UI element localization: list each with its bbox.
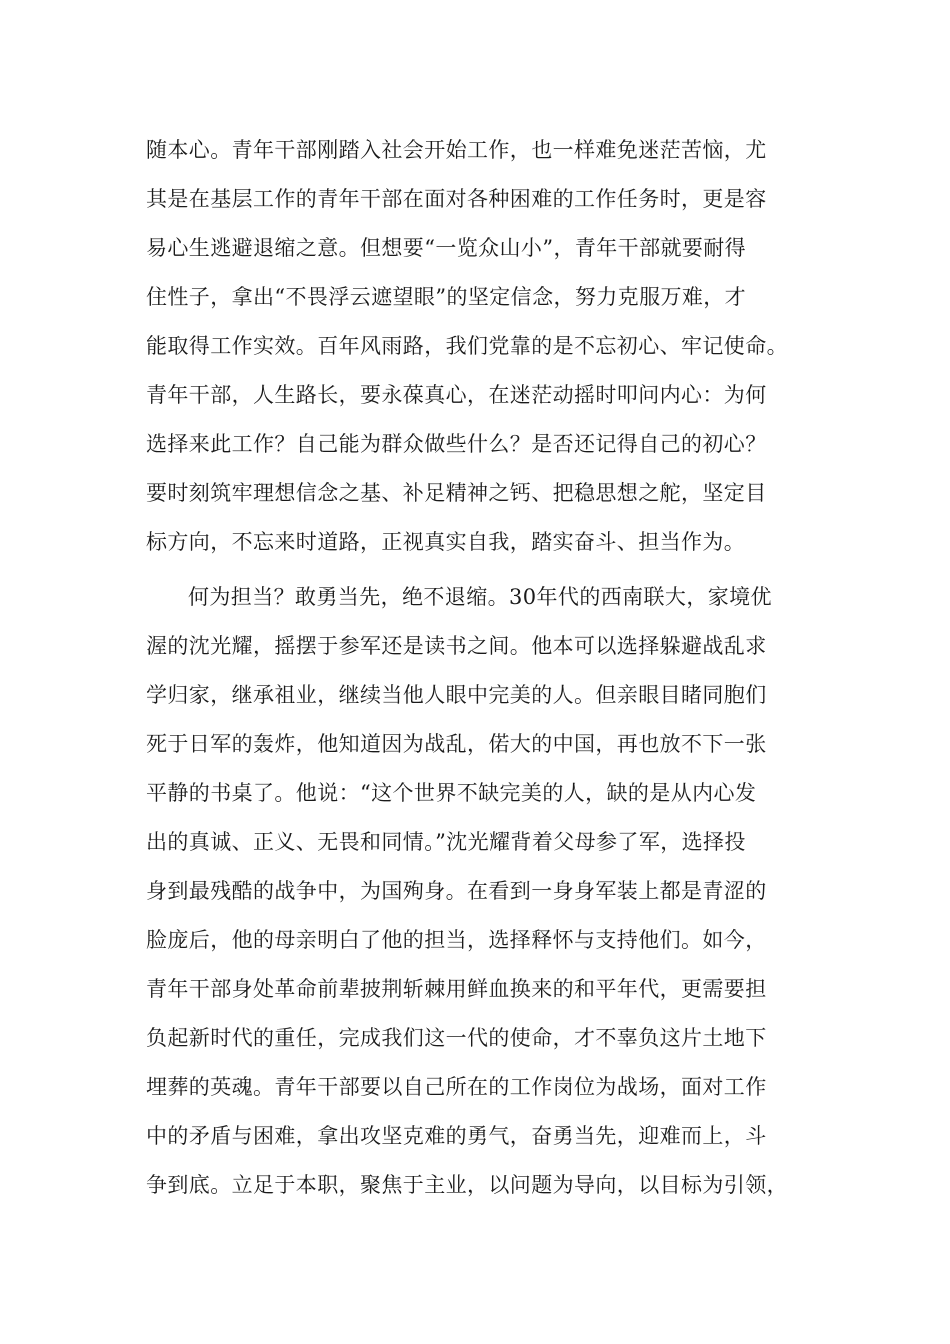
text-line: 能取得工作实效。百年风雨路，我们党靠的是不忘初心、牢记使命。 [146,334,788,358]
text-line: 标方向，不忘来时道路，正视真实自我，踏实奋斗、担当作为。 [146,530,746,554]
text-line: 负起新时代的重任，完成我们这一代的使命，才不辜负这片土地下 [146,1026,767,1050]
text-line: 易心生逃避退缩之意。但想要“一览众山小”，青年干部就要耐得 [146,236,747,260]
text-line: 埋葬的英魂。青年干部要以自己所在的工作岗位为战场，面对工作 [146,1075,767,1099]
text-line: 脸庞后，他的母亲明白了他的担当，选择释怀与支持他们。如今， [146,928,767,952]
text-line: 要时刻筑牢理想信念之基、补足精神之钙、把稳思想之舵，坚定目 [146,481,767,505]
text-line: 选择来此工作？自己能为群众做些什么？是否还记得自己的初心？ [146,432,767,456]
text-line: 学归家，继承祖业，继续当他人眼中完美的人。但亲眼目睹同胞们 [146,683,767,707]
text-line: 青年干部，人生路长，要永葆真心，在迷茫动摇时叩问内心：为何 [146,383,767,407]
text-line: 平静的书桌了。他说：“这个世界不缺完美的人，缺的是从内心发 [146,781,757,805]
text-line: 青年干部身处革命前辈披荆斩棘用鲜血换来的和平年代，更需要担 [146,977,767,1001]
text-line: 随本心。青年干部刚踏入社会开始工作，也一样难免迷茫苦恼，尤 [146,138,767,162]
text-line: 中的矛盾与困难，拿出攻坚克难的勇气，奋勇当先，迎难而上，斗 [146,1124,767,1148]
text-line: 身到最残酷的战争中，为国殉身。在看到一身身军装上都是青涩的 [146,879,767,903]
text-line: 渥的沈光耀，摇摆于参军还是读书之间。他本可以选择躲避战乱求 [146,634,767,658]
paragraph-first-line: 何为担当？敢勇当先，绝不退缩。30年代的西南联大，家境优 [188,585,772,609]
text-line: 住性子，拿出“不畏浮云遮望眼”的坚定信念，努力克服万难，才 [146,285,747,309]
text-line: 争到底。立足于本职，聚焦于主业，以问题为导向，以目标为引领， [146,1173,788,1197]
text-line: 死于日军的轰炸，他知道因为战乱，偌大的中国，再也放不下一张 [146,732,767,756]
text-line: 出的真诚、正义、无畏和同情。”沈光耀背着父母参了军，选择投 [146,830,746,854]
text-line: 其是在基层工作的青年干部在面对各种困难的工作任务时，更是容 [146,187,767,211]
